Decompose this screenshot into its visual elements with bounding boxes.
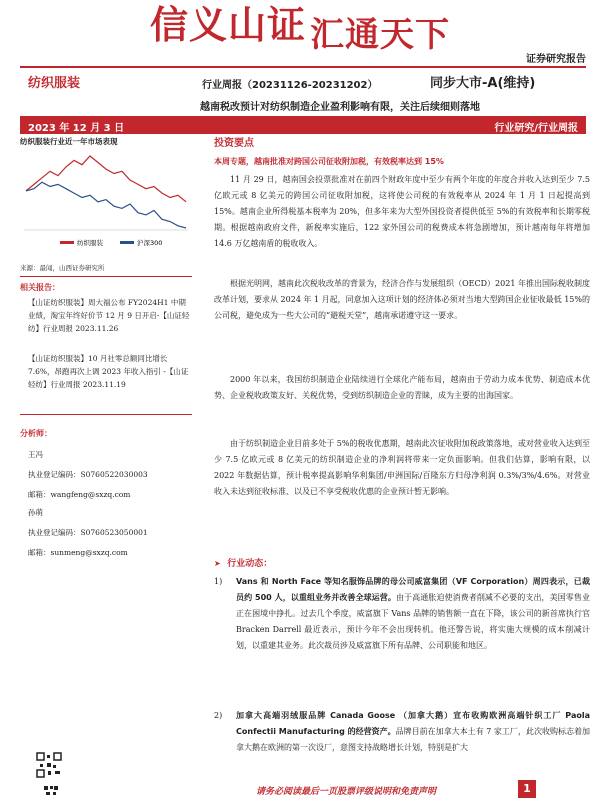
related-reports-title: 相关报告： bbox=[20, 283, 60, 292]
analyst-1-email[interactable]: 邮箱：wangfeng@sxzq.com bbox=[28, 490, 131, 499]
page-number: 1 bbox=[518, 780, 536, 798]
section-title bbox=[214, 136, 590, 152]
analyst-2-name: 孙萌 bbox=[28, 508, 43, 517]
company-logo bbox=[150, 0, 451, 55]
analysts-title: 分析师： bbox=[20, 429, 52, 438]
paragraph-2 bbox=[214, 276, 590, 324]
analyst-2-email[interactable]: 邮箱：sunmeng@sxzq.com bbox=[28, 548, 128, 557]
report-type: 证券研究报告 bbox=[526, 54, 586, 65]
date-bar bbox=[20, 116, 586, 134]
legend-swatch-hs300 bbox=[120, 241, 134, 244]
performance-title: 纺织服装行业近一年市场表现 bbox=[20, 137, 118, 146]
paragraph-text: 根据光明网，越南此次税收改革的背景为，经济合作与发展组织（OECD）2021 年推出国际税收制度改革计划，要求从 2024 年 1 月起，同意加入这项计划的经济体必须对当地大型跨国企业征收最低 15%的公司税，避免成为一些大公司的“避税天堂”，越南承诺遵守这一要求。 bbox=[214, 279, 590, 320]
bullet-arrow-icon: ➤ bbox=[214, 559, 221, 568]
investment-points-title: 投资要点 bbox=[214, 138, 254, 149]
item-number: 2) bbox=[214, 711, 223, 720]
report-date: 2023 年 12 月 3 日 bbox=[28, 123, 125, 134]
topic-line: 本周专题，越南批准对跨国公司征收附加税，有效税率达到 15% bbox=[214, 157, 444, 166]
legend-swatch-textile bbox=[60, 241, 74, 244]
paragraph-4 bbox=[214, 436, 590, 500]
weekly-range: 行业周报（20231126-20231202） bbox=[202, 80, 378, 91]
paragraph-3 bbox=[214, 372, 590, 404]
report-headline: 越南税改预计对纺织制造企业盈利影响有限，关注后续细则落地 bbox=[200, 102, 480, 113]
legend-label-hs300: 沪深300 bbox=[137, 239, 163, 247]
rating: 同步大市-A(维持) bbox=[430, 76, 536, 91]
paragraph-text: 2000 年以来，我国纺织制造企业陆续进行全球化产能布局，越南由于劳动力成本优势、制造成本优势、企业税收政策友好、关税优势，受到纺织制造企业的青睐，成为主要的出海国家。 bbox=[214, 375, 590, 400]
small-qr-icon bbox=[44, 786, 58, 796]
item-text: 由于高通胀迫使消费者削减不必要的支出，美国零售业正在困境中挣扎。过去几个季度，威富旗下 Vans 品牌的销售额一直在下降，该公司的新首席执行官 Bracken Darrell 最近表示，预计今年不会出现转机。他还警告说，将实施大规模的成本削减计划，以重建其业务。此次裁员涉及威富旗下所有品牌、公司职能和地区。 bbox=[236, 593, 590, 650]
analyst-1-name: 王冯 bbox=[28, 450, 43, 459]
header-divider bbox=[20, 66, 586, 68]
sidebar-divider bbox=[20, 276, 192, 277]
qr-code-icon[interactable] bbox=[36, 752, 62, 778]
analyst-2-reg: 执业登记编码：S0760523050001 bbox=[28, 528, 148, 537]
logo-line-1: 信义山证 bbox=[150, 3, 307, 47]
logo-line-2: 汇通天下 bbox=[310, 15, 451, 55]
analyst-1-reg: 执业登记编码：S0760522030003 bbox=[28, 470, 148, 479]
footer-disclaimer: 请务必阅读最后一页股票评级说明和免责声明 bbox=[256, 787, 437, 797]
trend-item-2 bbox=[214, 708, 590, 756]
chart-source: 来源：最闻，山西证券研究所 bbox=[20, 264, 105, 272]
legend-label-textile: 纺织服装 bbox=[77, 239, 103, 247]
series-line-hs300 bbox=[26, 182, 186, 228]
related-report-2[interactable]: 【山证纺织服装】10 月社零总额同比增长 7.6%，昂跑再次上调 2023 年收入指引 -【山证轻纺】行业周报 2023.11.19 bbox=[28, 354, 189, 389]
sidebar-divider bbox=[20, 414, 192, 415]
trend-section bbox=[214, 556, 590, 572]
trend-title: 行业动态： bbox=[227, 559, 273, 569]
performance-chart bbox=[20, 148, 192, 256]
paragraph-text: 11 月 29 日，越南国会投票批准对在前四个财政年度中至少有两个年度的年度合并收入达到至少 7.5 亿欧元或 8 亿美元的跨国公司征收附加税，这将使公司税的有效税率从 2024 年 1 月 1 日起提高到 15%。越南企业所得税基本税率为 20%，但多年来为大型外国投资者提供低至 5%的有效税率和长期零税期。根据越南政府文件，新税率实施后，122 家外国公司的税费成本将急剧增加，预计越南每年将增加 14.6 万亿越南盾的税收收入。 bbox=[214, 175, 590, 248]
paragraph-text: 由于纺织制造企业目前多处于 5%的税收优惠期，越南此次征收附加税政策落地，或对营业收入达到至少 7.5 亿欧元或 8 亿美元的纺织制造企业的净利润将带来一定负面影响。但我们估算，影响有限，以 2022 年数据估算，预计税率提高影响华利集团/申洲国际/百隆东方归母净利润 0.3%/3%/4.6%。对营业收入未达到征收标准、以及已不享受税收优惠的企业预计暂无影响。 bbox=[214, 439, 590, 496]
paragraph-1 bbox=[214, 172, 590, 252]
industry-name: 纺织服装 bbox=[28, 76, 81, 91]
item-lead: 加拿大高端羽绒服品牌 Canada Goose （加拿大鹅）宣布收购欧洲高端针织工厂 Paola Confectii Manufacturing 的经营资产。 bbox=[236, 711, 590, 736]
series-line-textile bbox=[26, 156, 186, 202]
item-number: 1) bbox=[214, 577, 223, 586]
item-text: 品牌目前在加拿大本土有 7 家工厂，此次收购标志着加拿大鹅在欧洲的第一次设厂，意图支持战略增长计划，特别是扩大 bbox=[236, 727, 590, 752]
trend-item-1 bbox=[214, 574, 590, 654]
item-lead: Vans 和 North Face 等知名服饰品牌的母公司威富集团（VF Corporation）周四表示，已裁员约 500 人，以重组业务并改善全球运营。 bbox=[236, 577, 590, 602]
report-category: 行业研究/行业周报 bbox=[494, 123, 578, 134]
related-report-1[interactable]: 【山证纺织服装】周大福公布 FY2024H1 中期业绩，淘宝年终好价节 12 月 9 日开启-【山证轻纺】行业周报 2023.11.26 bbox=[28, 298, 190, 333]
